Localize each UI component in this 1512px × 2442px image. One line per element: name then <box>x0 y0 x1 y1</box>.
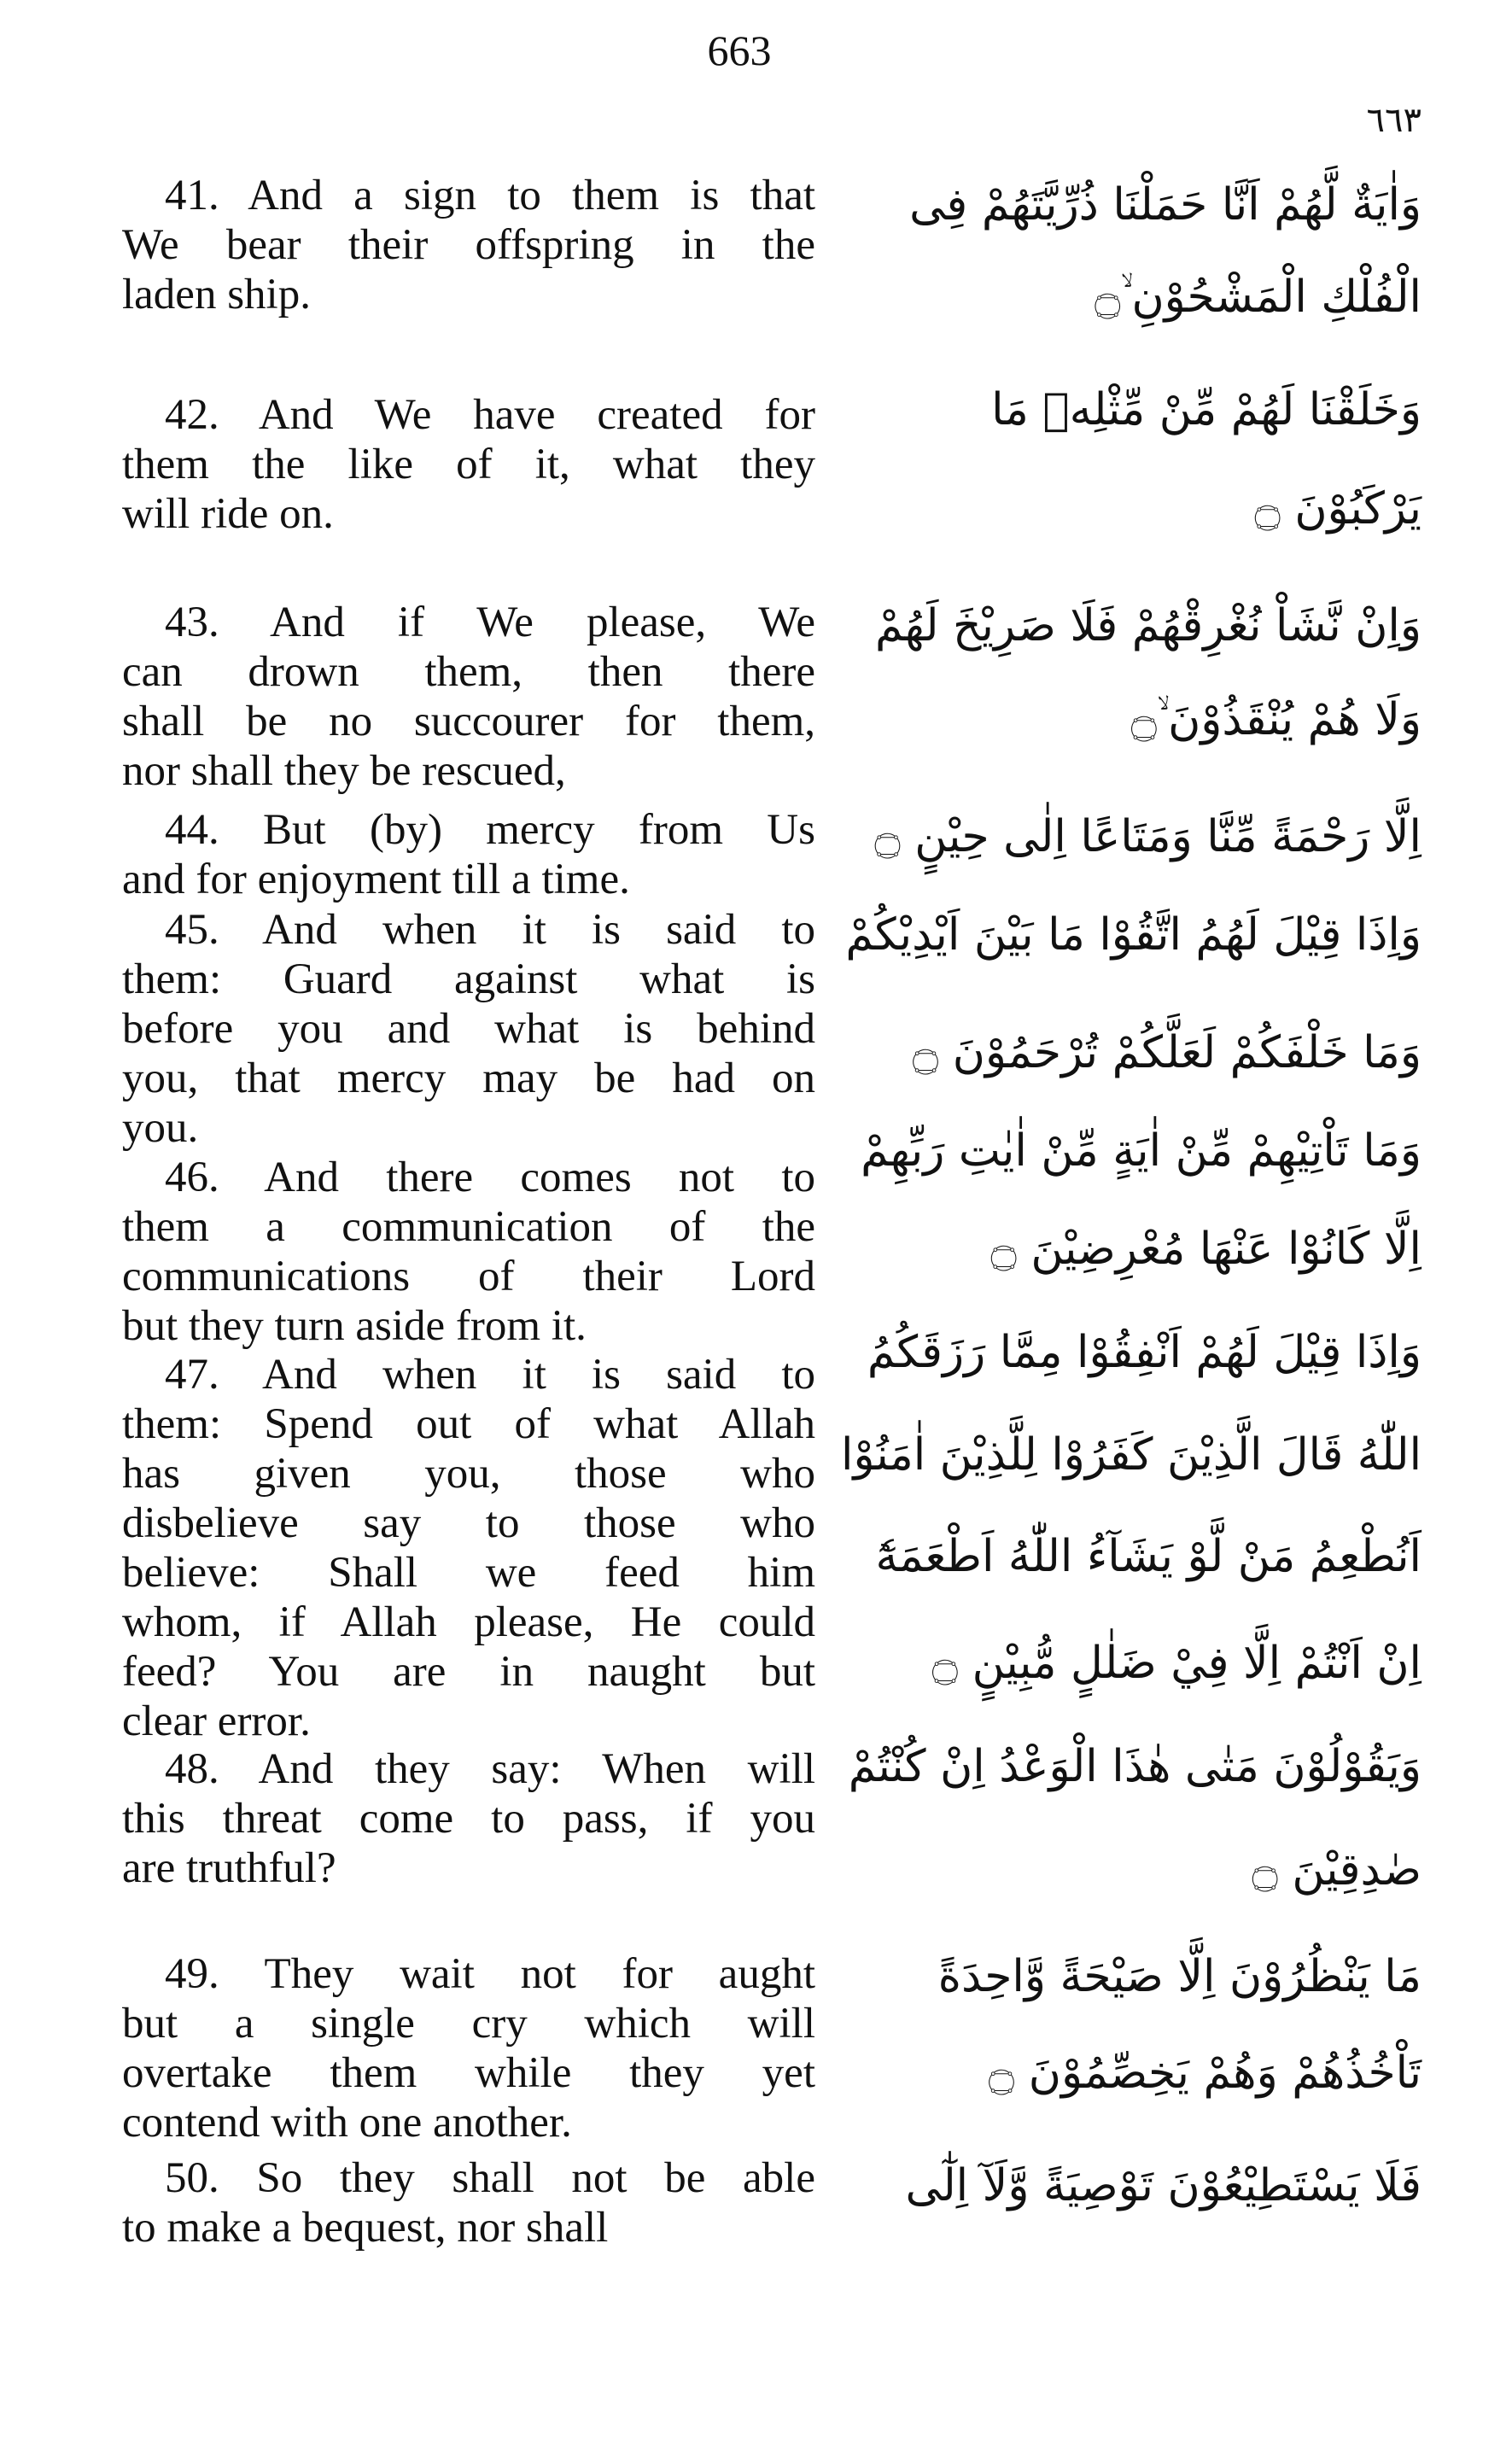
verse-line: you, that mercy may be had on <box>122 1054 815 1102</box>
verse-line: them: Spend out of what Allah <box>122 1400 815 1448</box>
verse-line: to make a bequest, nor shall <box>122 2204 609 2252</box>
verse-line: 49. They wait not for aught <box>165 1950 815 1998</box>
verse-line: 45. And when it is said to <box>165 906 815 954</box>
verse-line: believe: Shall we feed him <box>122 1549 815 1597</box>
arabic-line: صٰدِقِيْنَ ۝ <box>1252 1844 1422 1896</box>
arabic-line: يَرْكَبُوْنَ ۝ <box>1254 483 1422 535</box>
arabic-line: وَمَا خَلْفَكُمْ لَعَلَّكُمْ تُرْحَمُوْنَ ۝ <box>912 1027 1422 1078</box>
arabic-line: وَاٰيَةٌ لَّهُمْ اَنَّا حَمَلْنَا ذُرِّيَّتَهُمْ فِى <box>909 179 1422 231</box>
verse-translation <box>122 598 815 796</box>
arabic-line: وَلَا هُمْ يُنْقَذُوْنَ ۙ۝ <box>1130 694 1422 745</box>
verse-line: feed? You are in naught but <box>122 1648 815 1696</box>
arabic-line: فَلَا يَسْتَطِيْعُوْنَ تَوْصِيَةً وَّلَآ اِلٰٓى <box>905 2160 1422 2211</box>
arabic-line: اَنُطْعِمُ مَنْ لَّوْ يَشَآءُ اللّٰهُ اَطْعَمَهٗٓ <box>875 1531 1422 1582</box>
verse-line: them a communication of the <box>122 1203 815 1251</box>
arabic-line: اللّٰهُ قَالَ الَّذِيْنَ كَفَرُوْا لِلَّذِيْنَ اٰمَنُوْا <box>841 1429 1422 1481</box>
verse-translation <box>122 171 815 319</box>
arabic-line: اِلَّا كَانُوْا عَنْهَا مُعْرِضِيْنَ ۝ <box>990 1224 1422 1275</box>
verse-line: nor shall they be rescued, <box>122 747 566 795</box>
arabic-line: تَاْخُذُهُمْ وَهُمْ يَخِصِّمُوْنَ ۝ <box>988 2048 1422 2099</box>
verse-translation <box>122 905 815 1153</box>
verse-translation <box>122 2153 815 2252</box>
verse-line: them the like of it, what they <box>122 441 815 488</box>
verse-translation <box>122 390 815 539</box>
arabic-line: اِلَّا رَحْمَةً مِّنَّا وَمَتَاعًا اِلٰى حِيْنٍ ۝ <box>874 811 1422 862</box>
verse-line: but they turn aside from it. <box>122 1302 587 1350</box>
verse-translation <box>122 1744 815 1893</box>
verse-line: can drown them, then there <box>122 648 815 696</box>
arabic-line: وَاِذَا قِيْلَ لَهُمْ اَنْفِقُوْا مِمَّا رَزَقَكُمُ <box>867 1327 1422 1378</box>
verse-line: whom, if Allah please, He could <box>122 1598 815 1646</box>
verse-line: 43. And if We please, We <box>165 599 815 646</box>
verse-translation <box>122 1153 815 1351</box>
verse-line: contend with one another. <box>122 2099 572 2147</box>
verse-line: We bear their offspring in the <box>122 221 815 269</box>
verse-translation <box>122 1350 815 1746</box>
verse-line: clear error. <box>122 1697 311 1745</box>
arabic-line: وَخَلَقْنَا لَهُمْ مِّنْ مِّثْلِهٖ مَا <box>991 384 1422 435</box>
verse-line: 47. And when it is said to <box>165 1351 815 1399</box>
verse-line: you. <box>122 1104 199 1152</box>
verse-line: but a single cry which will <box>122 2000 815 2048</box>
verse-line: 50. So they shall not be able <box>165 2154 815 2202</box>
verse-line: will ride on. <box>122 490 334 538</box>
verse-line: disbelieve say to those who <box>122 1499 815 1547</box>
arabic-line: وَاِنْ نَّشَاْ نُغْرِقْهُمْ فَلَا صَرِيْخَ لَهُمْ <box>875 600 1422 651</box>
verse-line: this threat come to pass, if you <box>122 1795 815 1843</box>
arabic-line: وَاِذَا قِيْلَ لَهُمُ اتَّقُوْا مَا بَيْنَ اَيْدِيْكُمْ <box>845 909 1422 961</box>
verse-line: 46. And there comes not to <box>165 1154 815 1201</box>
verse-line: and for enjoyment till a time. <box>122 856 630 903</box>
verse-line: 42. And We have created for <box>165 391 815 439</box>
verse-line: them: Guard against what is <box>122 955 815 1003</box>
page-number: 663 <box>707 26 772 74</box>
arabic-line: وَمَا تَاْتِيْهِمْ مِّنْ اٰيَةٍ مِّنْ اٰيٰتِ رَبِّهِمْ <box>861 1125 1422 1177</box>
arabic-line: وَيَقُوْلُوْنَ مَتٰى هٰذَا الْوَعْدُ اِنْ كُنْتُمْ <box>848 1741 1422 1792</box>
arabic-line: الْفُلْكِ الْمَشْحُوْنِ ۙ۝ <box>1095 272 1422 323</box>
verse-translation <box>122 1949 815 2147</box>
verse-line: overtake them while they yet <box>122 2049 815 2097</box>
arabic-line: مَا يَنْظُرُوْنَ اِلَّا صَيْحَةً وَّاحِدَةً <box>937 1951 1422 2002</box>
verse-line: 48. And they say: When will <box>165 1745 815 1793</box>
verse-translation <box>122 805 815 904</box>
arabic-line: اِنْ اَنْتُمْ اِلَّا فِيْ ضَلٰلٍ مُّبِيْنٍ ۝ <box>931 1638 1422 1689</box>
verse-line: before you and what is behind <box>122 1005 815 1053</box>
verse-line: 41. And a sign to them is that <box>165 172 815 219</box>
verse-line: are truthful? <box>122 1844 336 1892</box>
verse-line: communications of their Lord <box>122 1253 815 1300</box>
verse-line: has given you, those who <box>122 1450 815 1498</box>
verse-line: shall be no succourer for them, <box>122 698 815 745</box>
verse-line: laden ship. <box>122 271 311 318</box>
verse-line: 44. But (by) mercy from Us <box>165 806 815 854</box>
page-number-arabic: ٦٦٣ <box>1366 101 1422 140</box>
